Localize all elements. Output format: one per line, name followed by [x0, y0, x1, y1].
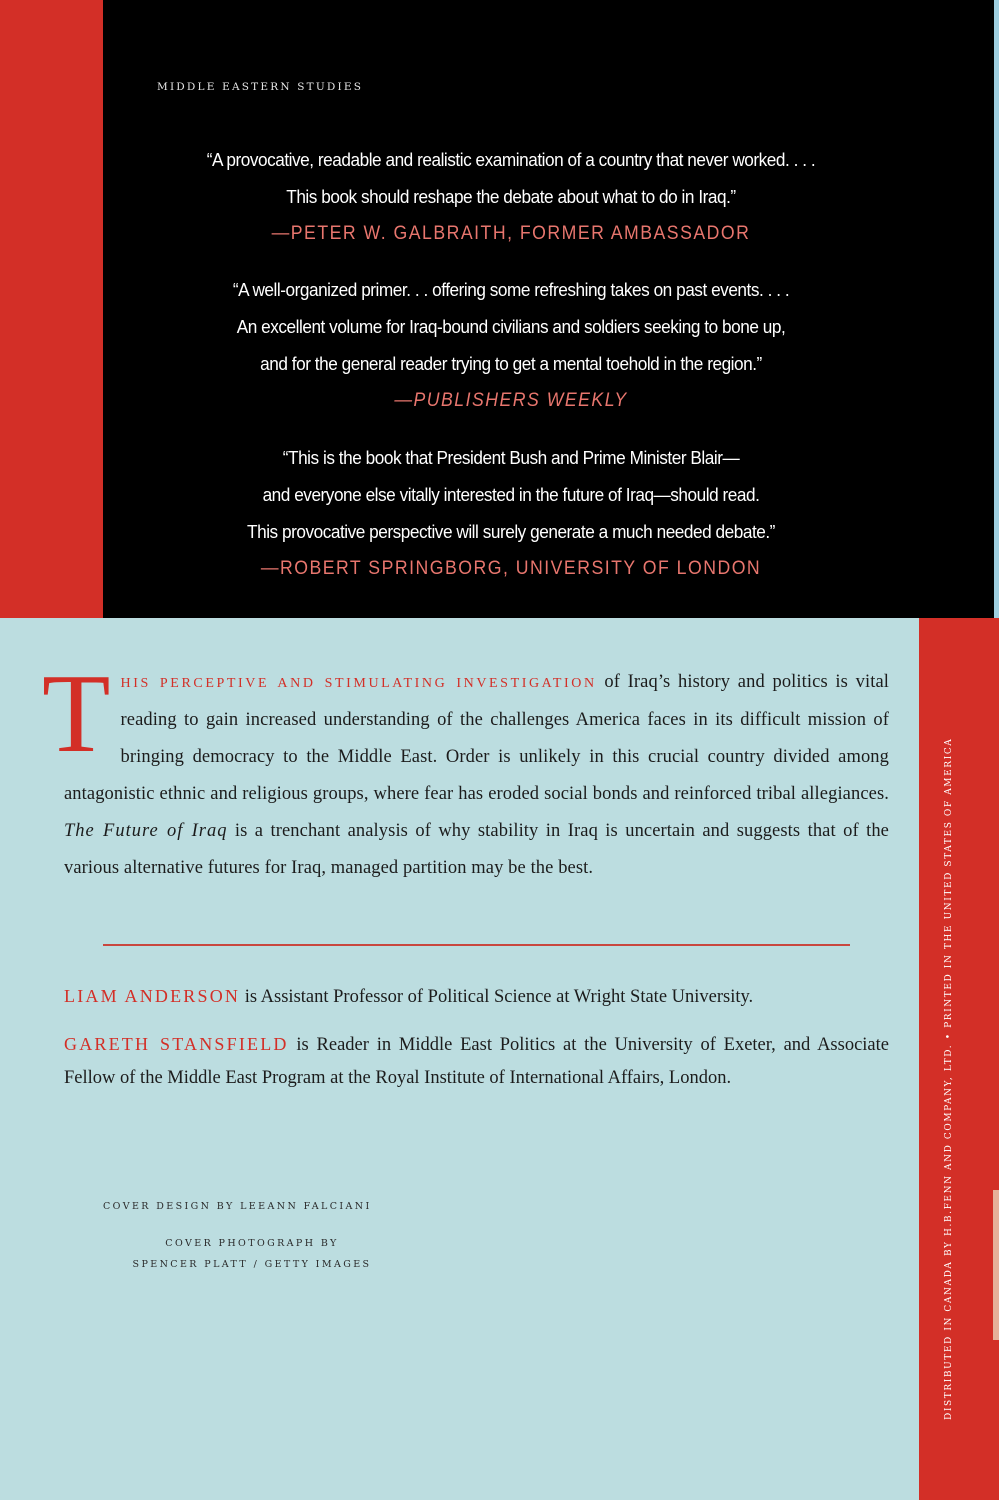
description-text: is a trenchant analysis of why stability in Iraq is uncertain and suggests that of the various alternative futures for Iraq, managed partition may be the best. [64, 821, 889, 878]
blurb-line: This book should reshape the debate about what to do in Iraq.” [286, 186, 736, 207]
author-bio-stansfield [64, 1028, 889, 1095]
blurb-line: “This is the book that President Bush and Prime Minister Blair— [282, 447, 740, 468]
cover-design-credit: COVER DESIGN BY LEEANN FALCIANI [103, 1201, 372, 1212]
author-bio-anderson [64, 980, 889, 1014]
cover-photo-credit-line-1: COVER PHOTOGRAPH BY [165, 1238, 339, 1249]
description-lead-in: HIS PERCEPTIVE AND STIMULATING INVESTIGATION [120, 676, 597, 691]
author-bio-text: is Reader in Middle East Politics at the University of Exeter, and Associate Fellow of the Middle East Program at the Royal Institute of International Affairs, London. [64, 1035, 889, 1088]
book-description [42, 652, 889, 887]
blurb-attribution: —PUBLISHERS WEEKLY [394, 390, 628, 411]
right-edge-strip [994, 0, 999, 618]
author-name: GARETH STANSFIELD [64, 1034, 289, 1054]
right-red-band [919, 618, 999, 1500]
spine-printing-notice: DISTRIBUTED IN CANADA BY H.B.FENN AND COMPANY, LTD. • PRINTED IN THE UNITED STATES OF AMERICA [944, 737, 954, 1420]
book-title: The Future of Iraq [64, 821, 228, 841]
author-name: LIAM ANDERSON [64, 986, 241, 1006]
blurb-line: This provocative perspective will surely generate a much needed debate.” [247, 521, 775, 542]
left-red-band [0, 0, 103, 618]
blurb-attribution: —PETER W. GALBRAITH, FORMER AMBASSADOR [271, 223, 751, 244]
blurb-springborg [132, 439, 891, 587]
blurb-line: and everyone else vitally interested in the future of Iraq—should read. [262, 484, 760, 505]
drop-cap: T [42, 652, 111, 776]
blurb-publishers-weekly [132, 271, 891, 419]
blurb-line: “A provocative, readable and realistic examination of a country that never worked. . . . [206, 149, 816, 170]
blurb-line: and for the general reader trying to get a mental toehold in the region.” [260, 353, 762, 374]
description-text: of Iraq’s history and politics is vital reading to gain increased understanding of the challenges America faces in its difficult mission of bringing democracy to the Middle East. Order is unlikely in this crucial country divided among antagonistic ethnic and religious groups, where fear has eroded social bonds and reinforced tribal allegiances. [64, 672, 889, 804]
blurb-galbraith [132, 141, 891, 252]
author-bio-text: is Assistant Professor of Political Science at Wright State University. [240, 987, 754, 1007]
section-divider [103, 944, 850, 946]
series-label: MIDDLE EASTERN STUDIES [157, 81, 364, 93]
blurb-line: “A well-organized primer. . . offering some refreshing takes on past events. . . . [232, 279, 790, 300]
cover-photo-credit-line-2: SPENCER PLATT / GETTY IMAGES [132, 1259, 372, 1270]
right-edge-strip-lower [993, 1190, 999, 1340]
blurb-line: An excellent volume for Iraq-bound civilians and soldiers seeking to bone up, [236, 316, 786, 337]
blurb-attribution: —ROBERT SPRINGBORG, UNIVERSITY OF LONDON [260, 558, 762, 579]
